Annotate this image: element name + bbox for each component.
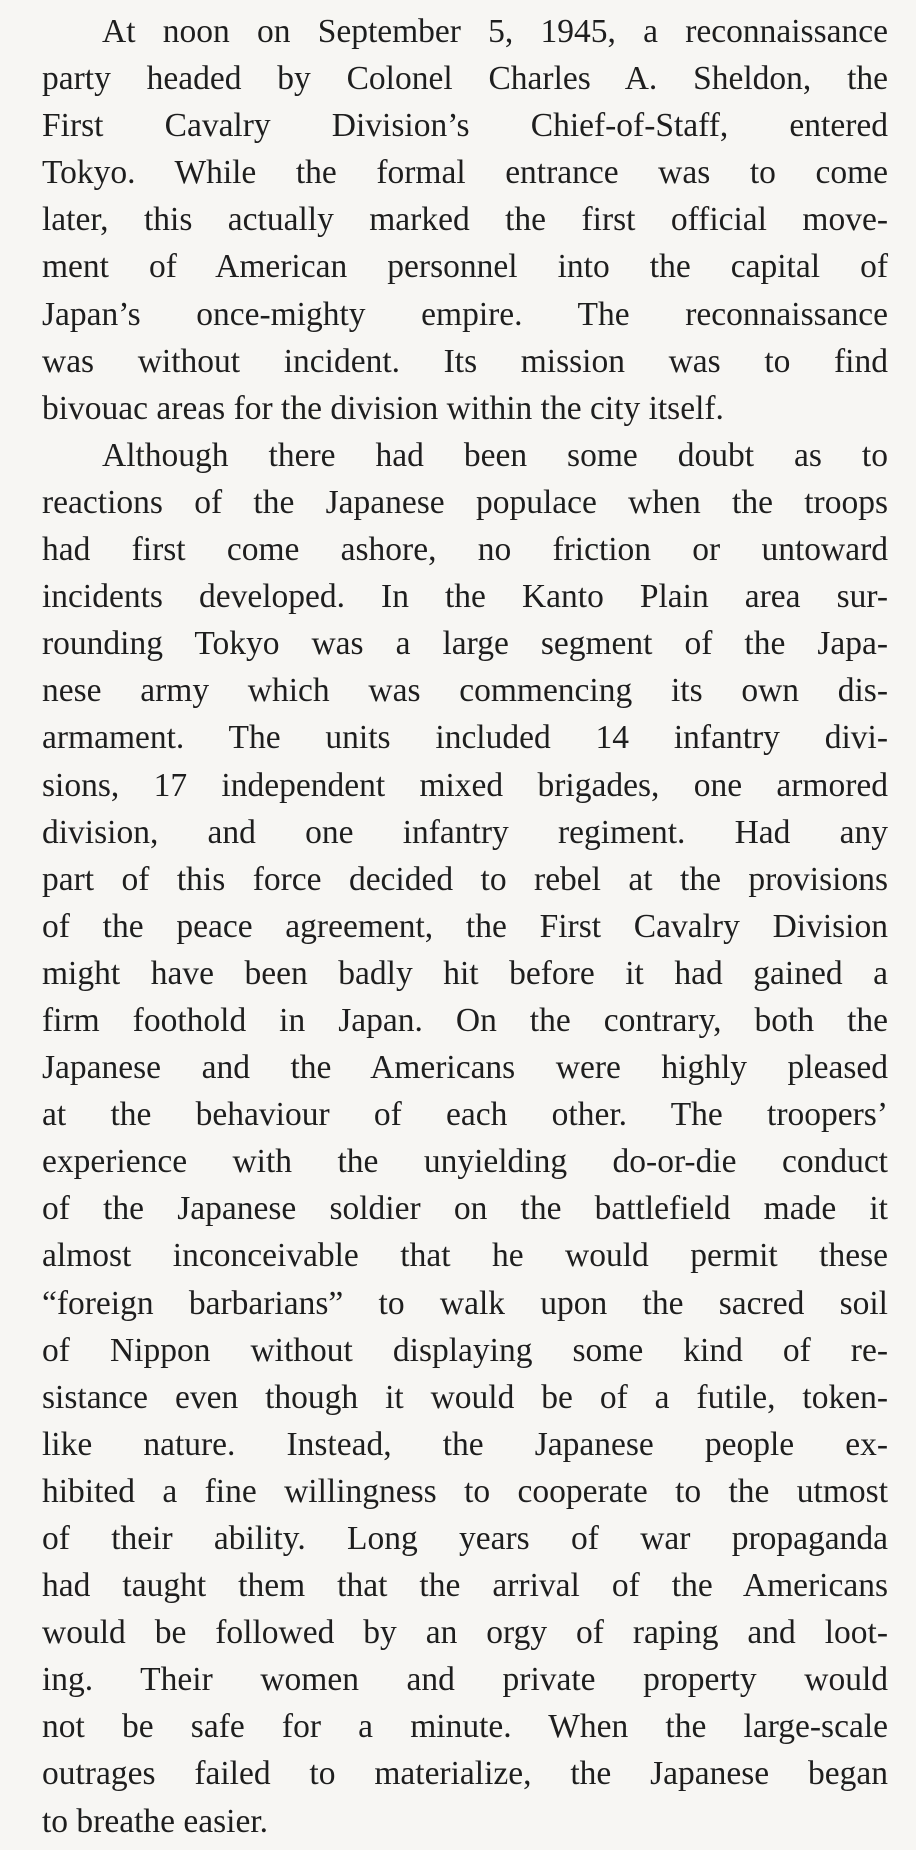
text-line: not be safe for a minute. When the large-scale: [42, 1708, 888, 1746]
text-line: of their ability. Long years of war propaganda: [42, 1520, 888, 1557]
text-line: was without incident. Its mission was to find: [42, 342, 888, 380]
paragraph-1: [42, 8, 888, 432]
text-line: like nature. Instead, the Japanese people ex-: [42, 1425, 888, 1463]
text-line: armament. The units included 14 infantry divi-: [42, 719, 888, 757]
text-line: At noon on September 5, 1945, a reconnaissance: [102, 13, 888, 50]
text-line: Japanese and the Americans were highly pleased: [42, 1049, 888, 1087]
text-line: might have been badly hit before it had gained a: [42, 954, 888, 992]
text-line: of Nippon without displaying some kind of re-: [42, 1331, 888, 1369]
text-line: rounding Tokyo was a large segment of the Japa-: [42, 625, 888, 663]
text-line: Tokyo. While the formal entrance was to come: [42, 154, 888, 192]
text-line: experience with the unyielding do-or-die conduct: [42, 1143, 888, 1181]
text-line: almost inconceivable that he would permit these: [42, 1237, 888, 1275]
text-line: of the Japanese soldier on the battlefield made it: [42, 1190, 888, 1228]
text-line: part of this force decided to rebel at the provisions: [42, 860, 888, 898]
text-line: nese army which was commencing its own dis-: [42, 672, 888, 710]
paragraph-2: [42, 432, 888, 1845]
text-line: later, this actually marked the first official move-: [42, 201, 888, 239]
text-line: bivouac areas for the division within the city itself.: [42, 389, 724, 427]
text-line: firm foothold in Japan. On the contrary, both the: [42, 1001, 888, 1039]
text-line: ment of American personnel into the capital of: [42, 248, 888, 286]
text-line: would be followed by an orgy of raping and loot-: [42, 1614, 888, 1652]
text-line: to breathe easier.: [42, 1802, 269, 1840]
document-page: [42, 8, 888, 1845]
text-line: incidents developed. In the Kanto Plain area sur-: [42, 578, 888, 616]
text-line: party headed by Colonel Charles A. Sheldon, the: [42, 60, 888, 98]
text-line: outrages failed to materialize, the Japanese began: [42, 1755, 888, 1793]
text-line: had first come ashore, no friction or untoward: [42, 531, 888, 569]
text-line: at the behaviour of each other. The troopers’: [42, 1096, 888, 1134]
text-line: First Cavalry Division’s Chief-of-Staff, entered: [42, 107, 888, 145]
text-line: “foreign barbarians” to walk upon the sacred soil: [42, 1284, 888, 1322]
text-line: had taught them that the arrival of the Americans: [42, 1567, 888, 1605]
text-line: Although there had been some doubt as to: [102, 436, 888, 474]
text-line: of the peace agreement, the First Cavalry Division: [42, 907, 888, 945]
text-line: Japan’s once-mighty empire. The reconnaissance: [42, 295, 888, 333]
text-line: hibited a fine willingness to cooperate to the utmost: [42, 1472, 888, 1510]
text-line: division, and one infantry regiment. Had any: [42, 813, 888, 851]
text-line: sistance even though it would be of a futile, token-: [42, 1378, 888, 1416]
text-line: reactions of the Japanese populace when the troops: [42, 483, 888, 521]
text-line: sions, 17 independent mixed brigades, one armored: [42, 766, 888, 804]
text-line: ing. Their women and private property would: [42, 1661, 888, 1699]
